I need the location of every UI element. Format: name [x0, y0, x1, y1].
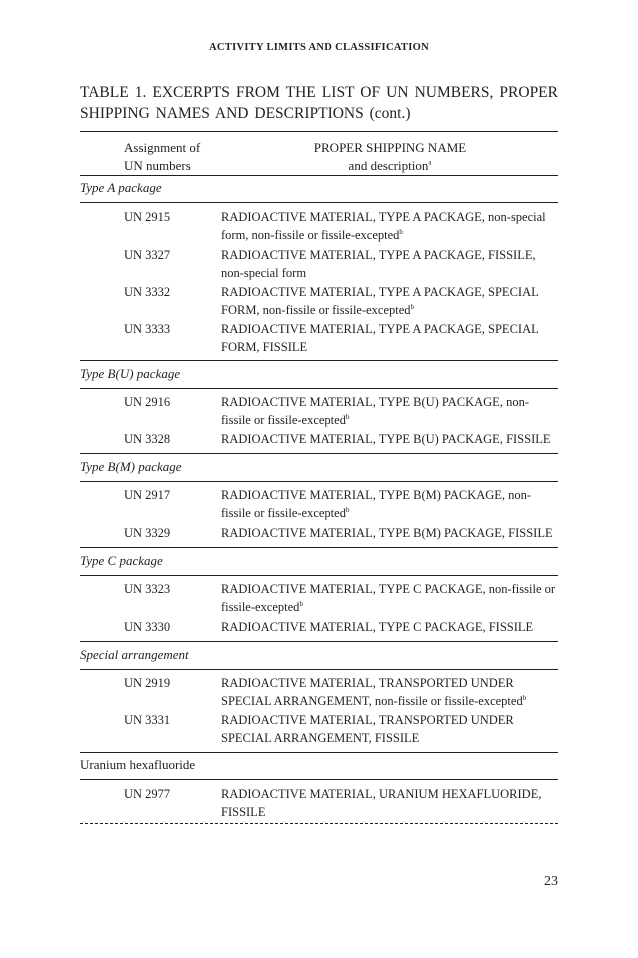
un-number: UN 3327 [124, 248, 171, 262]
description-line2 [221, 301, 561, 319]
description-line2 [221, 729, 561, 747]
footnote-marker: b [345, 412, 350, 421]
section-title-type-bu: Type B(U) package [80, 366, 181, 381]
description-line1: RADIOACTIVE MATERIAL, TYPE B(U) PACKAGE, FISSILE [221, 432, 551, 446]
un-number: UN 2917 [124, 488, 171, 502]
shipping-description [221, 208, 561, 244]
description-line1: RADIOACTIVE MATERIAL, TYPE C PACKAGE, FISSILE [221, 620, 534, 634]
section-rule-special-arrangement [80, 669, 558, 670]
description-line2 [221, 504, 561, 522]
footnote-marker: a [428, 158, 432, 167]
column-header-assignment [124, 139, 200, 175]
description-line2-text: SPECIAL ARRANGEMENT, non-fissile or fissile-excepted [221, 694, 523, 708]
un-number: UN 2977 [124, 787, 171, 801]
table-top-rule [80, 131, 558, 132]
column-header-assignment-line2: UN numbers [124, 158, 191, 173]
description-line2 [221, 338, 561, 356]
un-number: UN 3329 [124, 526, 171, 540]
shipping-description [221, 711, 561, 747]
description-line2-text: FORM, FISSILE [221, 340, 308, 354]
column-header-assignment-line1: Assignment of [124, 140, 201, 155]
section-rule-type-a [80, 202, 558, 203]
description-line2 [221, 803, 561, 821]
footnote-marker: b [410, 302, 415, 311]
un-number: UN 2916 [124, 395, 171, 409]
section-title-uranium-hexafluoride: Uranium hexafluoride [80, 757, 196, 772]
description-line1: RADIOACTIVE MATERIAL, TYPE B(U) PACKAGE, non- [221, 395, 529, 409]
description-line2 [221, 598, 561, 616]
column-header-shipping-name [220, 139, 560, 175]
section-rule-uranium-hexafluoride [80, 779, 558, 780]
description-line1: RADIOACTIVE MATERIAL, TYPE B(M) PACKAGE, FISSILE [221, 526, 553, 540]
description-line1: RADIOACTIVE MATERIAL, TYPE A PACKAGE, FISSILE, [221, 248, 536, 262]
description-line1: RADIOACTIVE MATERIAL, TYPE A PACKAGE, non-special [221, 210, 546, 224]
section-title-type-bm: Type B(M) package [80, 459, 182, 474]
description-line2-text: FISSILE [221, 805, 266, 819]
section-title-special-arrangement: Special arrangement [80, 647, 189, 662]
page-number: 23 [544, 874, 558, 889]
description-line1: RADIOACTIVE MATERIAL, TRANSPORTED UNDER [221, 676, 514, 690]
description-line1: RADIOACTIVE MATERIAL, TYPE A PACKAGE, SPECIAL [221, 322, 539, 336]
section-divider [80, 453, 558, 454]
footnote-marker: b [345, 505, 350, 514]
description-line1: RADIOACTIVE MATERIAL, URANIUM HEXAFLUORIDE, [221, 787, 542, 801]
shipping-description [221, 486, 561, 522]
un-number: UN 2919 [124, 676, 171, 690]
shipping-description [221, 618, 561, 636]
column-header-shipping-name-line2-text: and description [348, 158, 429, 173]
header-bottom-rule [80, 175, 558, 176]
description-line2-text: fissile or fissile-excepted [221, 413, 346, 427]
shipping-description [221, 785, 561, 821]
description-line2-text: FORM, non-fissile or fissile-excepted [221, 303, 411, 317]
un-number: UN 3328 [124, 432, 171, 446]
description-line2-text: fissile or fissile-excepted [221, 506, 346, 520]
column-header-shipping-name-line2 [220, 157, 560, 175]
description-line2 [221, 226, 561, 244]
section-divider [80, 641, 558, 642]
section-rule-type-bu [80, 388, 558, 389]
description-line2-text: form, non-fissile or fissile-excepted [221, 228, 400, 242]
table-continuation-dashed-rule [80, 823, 558, 824]
description-line2 [221, 264, 561, 282]
footnote-marker: b [522, 693, 527, 702]
footnote-marker: b [399, 227, 403, 236]
section-title-type-c: Type C package [80, 553, 163, 568]
shipping-description [221, 674, 561, 710]
shipping-description [221, 580, 561, 616]
page-header: ACTIVITY LIMITS AND CLASSIFICATION [209, 42, 429, 53]
description-line2-text: SPECIAL ARRANGEMENT, FISSILE [221, 731, 420, 745]
footnote-marker: b [299, 599, 303, 608]
description-line1: RADIOACTIVE MATERIAL, TYPE A PACKAGE, SPECIAL [221, 285, 539, 299]
un-number: UN 3323 [124, 582, 171, 596]
section-rule-type-c [80, 575, 558, 576]
description-line1: RADIOACTIVE MATERIAL, TRANSPORTED UNDER [221, 713, 514, 727]
description-line2 [221, 411, 561, 429]
description-line2-text: fissile-excepted [221, 600, 300, 614]
un-number: UN 3332 [124, 285, 171, 299]
description-line1: RADIOACTIVE MATERIAL, TYPE C PACKAGE, non-fissile or [221, 582, 556, 596]
table-title: TABLE 1. EXCERPTS FROM THE LIST OF UN NUMBERS, PROPER SHIPPING NAMES AND DESCRIPTIONS (cont.) [80, 84, 558, 122]
un-number: UN 3330 [124, 620, 171, 634]
section-rule-type-bm [80, 481, 558, 482]
section-divider [80, 752, 558, 753]
shipping-description [221, 393, 561, 429]
section-title-type-a: Type A package [80, 180, 162, 195]
shipping-description [221, 320, 561, 356]
shipping-description [221, 524, 561, 542]
un-number: UN 2915 [124, 210, 171, 224]
description-line1: RADIOACTIVE MATERIAL, TYPE B(M) PACKAGE, non- [221, 488, 532, 502]
un-number: UN 3331 [124, 713, 171, 727]
shipping-description [221, 246, 561, 282]
section-divider [80, 360, 558, 361]
section-divider [80, 547, 558, 548]
un-number: UN 3333 [124, 322, 171, 336]
shipping-description [221, 283, 561, 319]
column-header-shipping-name-line1: PROPER SHIPPING NAME [313, 140, 467, 155]
shipping-description [221, 430, 561, 448]
description-line2-text: non-special form [221, 266, 307, 280]
description-line2 [221, 692, 561, 710]
